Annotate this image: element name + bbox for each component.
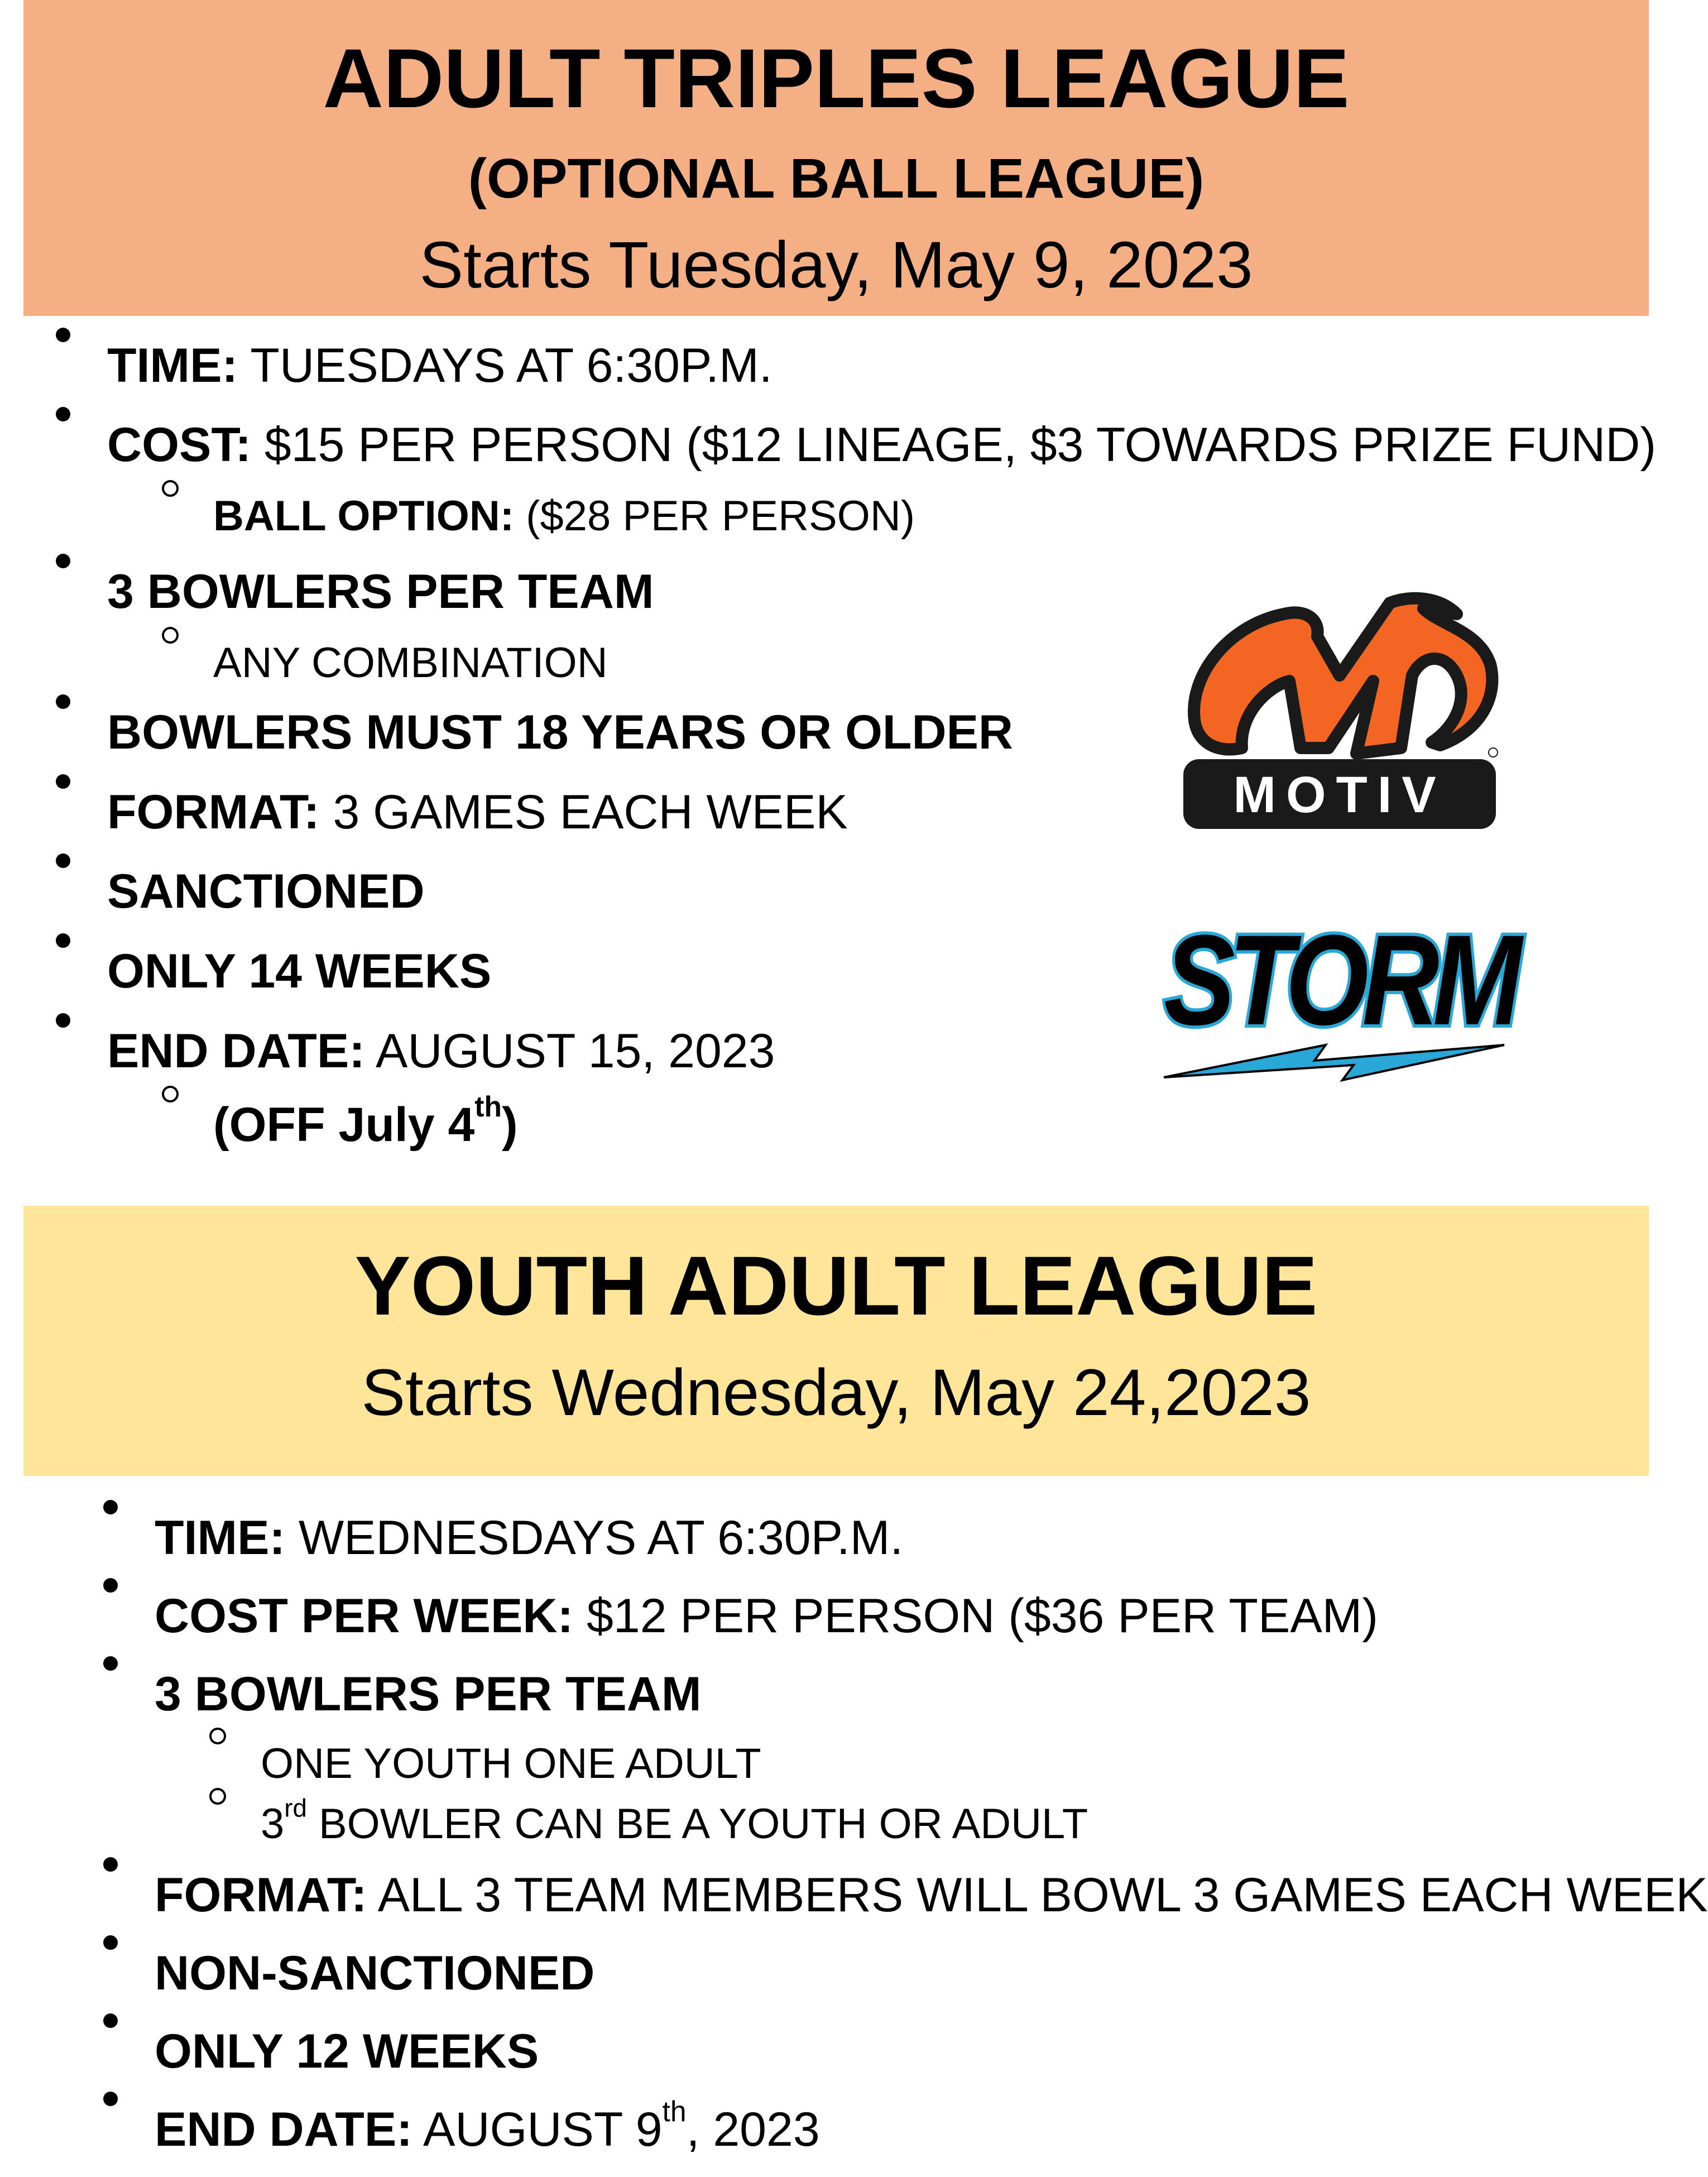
- bullet-icon: [56, 554, 70, 568]
- circle-bullet-icon: [162, 1086, 179, 1102]
- bullet-icon: [103, 1656, 118, 1671]
- bullet-icon: [103, 1578, 118, 1593]
- bullet-icon: [103, 1935, 118, 1950]
- motiv-wordmark: MOTIV: [1233, 766, 1446, 823]
- adult-league-title: ADULT TRIPLES LEAGUE: [323, 31, 1350, 125]
- youth-league-details: TIME: WEDNESDAYS AT 6:30P.M. COST PER WEEK: $12 PER PERSON ($36 PER TEAM) 3 BOWLERS PER TEAM ONE YOUTH ONE ADULT 3rd BOWLER CAN BE A YOUTH OR ADULT FORMAT: ALL 3 TEAM MEMBERS WILL BOWL 3 GAMES EACH WEEK NON-SANCTIONED ONLY 12 WEEKS END DATE: AUGUST 9th, 2023: [103, 1507, 1666, 2177]
- adult-league-details: TIME: TUESDAYS AT 6:30P.M. COST: $15 PER PERSON ($12 LINEAGE, $3 TOWARDS PRIZE FUND) BALL OPTION: ($28 PER PERSON) 3 BOWLERS PER TEAM ANY COMBINATION BOWLERS MUST 18 YEARS OR OLDER FORMAT: 3 GAMES EACH WEEK SANCTIONED ONLY 14 WEEKS END DATE: AUGUST 15, 2023 (OFF July 4th): [56, 335, 1619, 1172]
- bullet-icon: [56, 774, 70, 789]
- bullet-icon: [56, 407, 70, 421]
- adult-league-subtitle: (OPTIONAL BALL LEAGUE): [468, 147, 1205, 210]
- youth-league-banner: [23, 1206, 1649, 1476]
- bullet-icon: [56, 933, 70, 948]
- bullet-icon: [103, 1857, 118, 1872]
- youth-league-start-date: Starts Wednesday, May 24,2023: [361, 1356, 1311, 1430]
- storm-wordmark: STORM: [1164, 908, 1524, 1052]
- bullet-icon: [56, 694, 70, 709]
- circle-bullet-icon: [162, 627, 179, 644]
- storm-logo: [1158, 899, 1527, 1100]
- circle-bullet-icon: [162, 480, 179, 497]
- bullet-icon: [103, 2013, 118, 2028]
- adult-league-start-date: Starts Tuesday, May 9, 2023: [419, 228, 1253, 302]
- youth-league-title: YOUTH ADULT LEAGUE: [354, 1239, 1318, 1332]
- bullet-icon: [56, 328, 70, 342]
- bullet-icon: [103, 2092, 118, 2106]
- motiv-logo: [1178, 592, 1507, 837]
- bullet-icon: [56, 1013, 70, 1028]
- adult-league-banner: [23, 0, 1649, 316]
- bullet-icon: [56, 853, 70, 868]
- circle-bullet-icon: [209, 1728, 226, 1744]
- bullet-icon: [103, 1500, 118, 1514]
- circle-bullet-icon: [209, 1788, 226, 1805]
